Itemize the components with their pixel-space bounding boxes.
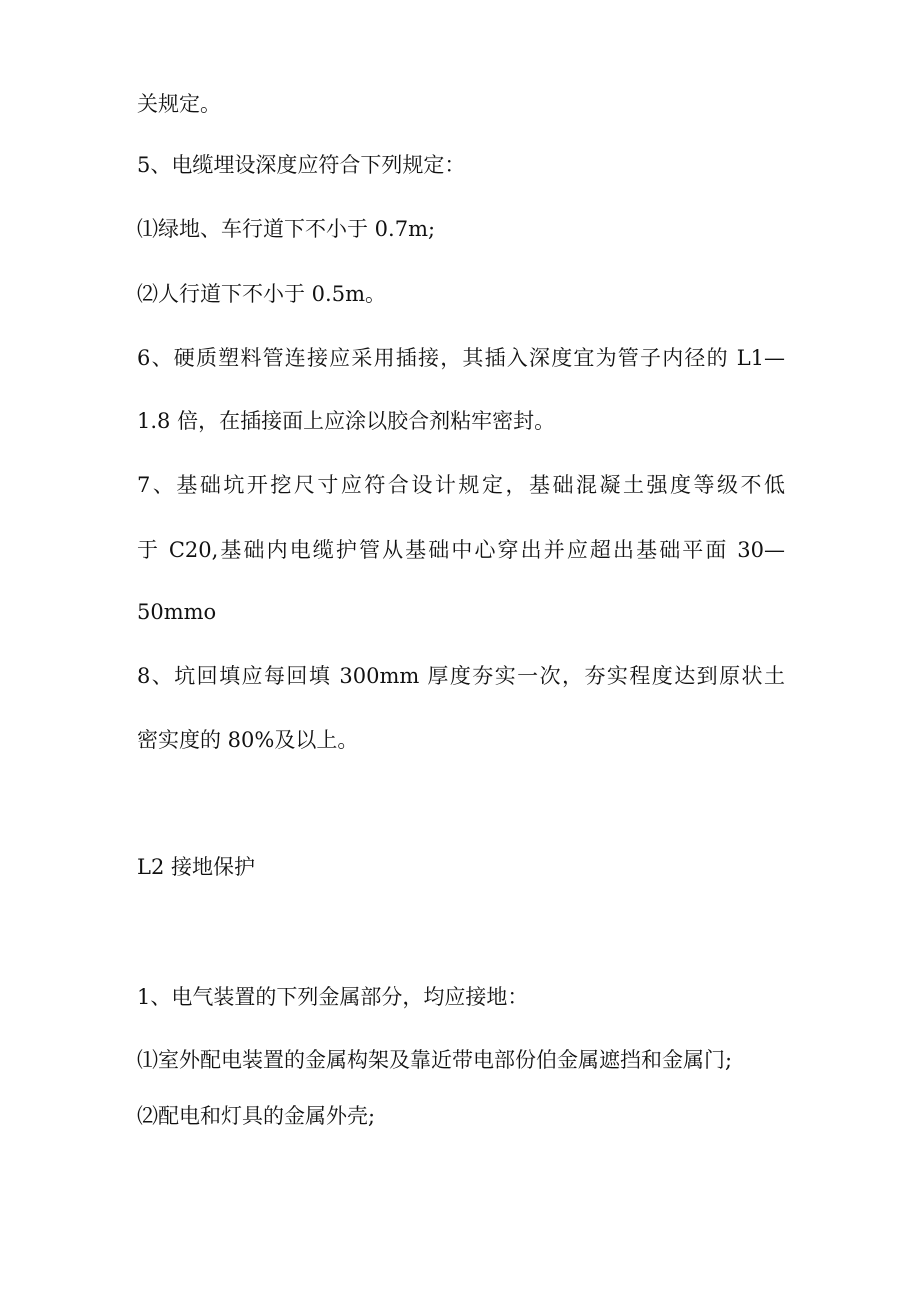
text-line: ⑵配电和灯具的金属外壳;: [137, 1104, 376, 1128]
text-line: 于 C20,基础内电缆护管从基础中心穿出并应超出基础平面 30—: [137, 538, 785, 562]
text-line: 7、基础坑开挖尺寸应符合设计规定，基础混凝土强度等级不低: [137, 473, 785, 497]
text-line: 1.8 倍，在插接面上应涂以胶合剂粘牢密封。: [137, 409, 556, 433]
text-line: ⑴室外配电装置的金属构架及靠近带电部份伯金属遮挡和金属门;: [137, 1048, 733, 1072]
text-line: 50mmo: [137, 600, 217, 624]
text-line: 6、硬质塑料管连接应采用插接，其插入深度宜为管子内径的 L1—: [137, 346, 785, 370]
text-line: ⑴绿地、车行道下不小于 0.7m;: [137, 217, 436, 241]
text-line: 5、电缆埋设深度应符合下列规定：: [137, 153, 466, 177]
text-line: 1、电气装置的下列金属部分，均应接地：: [137, 985, 529, 1009]
text-line: 密实度的 80%及以上。: [137, 728, 359, 752]
text-line: 关规定。: [137, 92, 221, 116]
text-line: 8、坑回填应每回填 300mm 厚度夯实一次，夯实程度达到原状土: [137, 664, 785, 688]
section-heading: L2 接地保护: [137, 855, 255, 879]
text-line: ⑵人行道下不小于 0.5m。: [137, 282, 386, 306]
